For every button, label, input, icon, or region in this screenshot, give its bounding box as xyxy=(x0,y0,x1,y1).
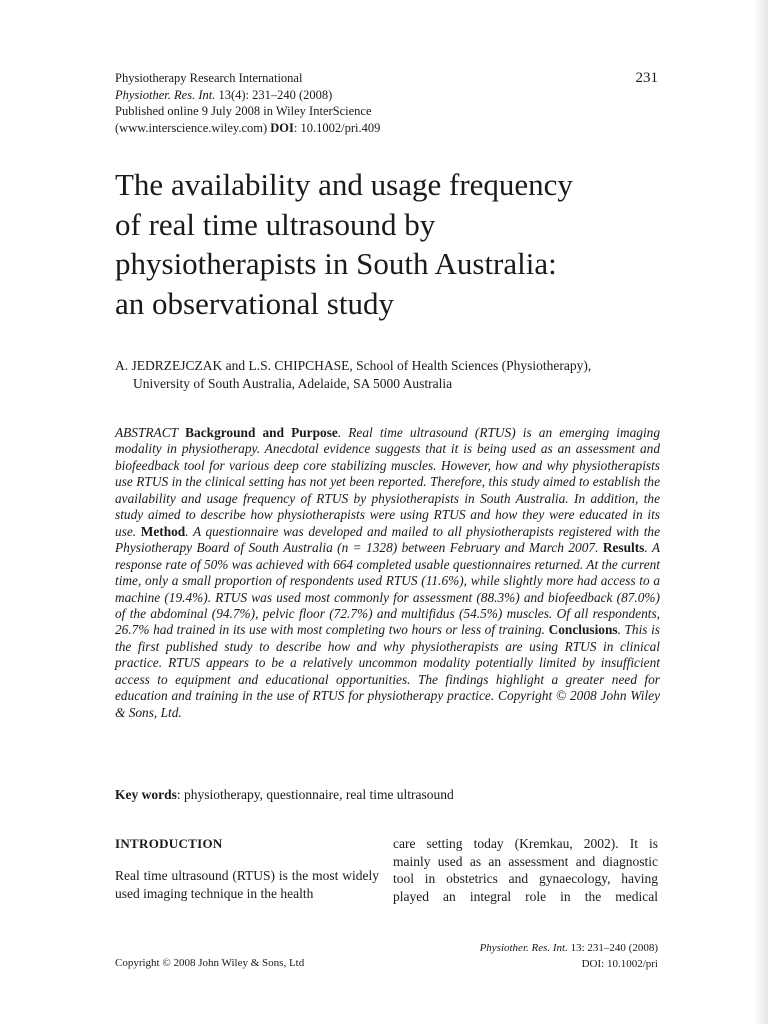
abstract xyxy=(115,425,660,721)
article-title xyxy=(115,165,675,323)
journal-citation xyxy=(115,87,380,104)
abstract-results-heading: Results xyxy=(602,540,645,556)
publication-date: Published online 9 July 2008 in Wiley InterScience xyxy=(115,104,372,118)
keywords-text: : physiotherapy, questionnaire, real time ultrasound xyxy=(176,787,454,802)
intro-line: tool in obstetrics and gynaecology, having xyxy=(393,871,658,886)
abstract-method-text: . A questionnaire was developed and mailed to all physiotherapists registered with the Physiotherapy Board of South Australia (n = 1328) between February and March 2007. xyxy=(115,523,661,556)
abstract-background-heading: Background and Purpose xyxy=(185,425,338,440)
authors-line: A. JEDRZEJCZAK and L.S. CHIPCHASE, School of Health Sciences (Physiotherapy), xyxy=(115,358,592,373)
intro-line: played an integral role in the medical xyxy=(393,888,658,904)
footer-doi: DOI: 10.1002/pri xyxy=(581,958,658,970)
footer-journal-line xyxy=(480,940,658,956)
abstract-conclusions-text: . This is the first published study to describe how and why physiotherapists are using RTUS in clinical practice. RTUS appears to be a relatively uncommon modality potentially limited by insufficient access to equipment and educational opportunities. The findings highlight a greater need for education and training in the use of RTUS for physiotherapy practice. Copyright © 2008 John Wiley & Sons, Ltd. xyxy=(115,622,660,720)
journal-name: Physiotherapy Research International xyxy=(115,71,303,85)
page-number: 231 xyxy=(635,70,658,86)
abstract-background-text: . Real time ultrasound (RTUS) is an emerging imaging modality in physiotherapy. Anecdotal evidence suggests that it is being used as an assessment and biofeedback tool for various deep core stabilizing muscles. However, how and why physiotherapists use RTUS in the clinical setting has not yet been reported. Therefore, this study aimed to establish the availability and usage frequency of RTUS by physiotherapists in South Australia. In addition, the study aimed to describe how physiotherapists were using RTUS and how they were educated in its use. xyxy=(115,425,660,539)
title-line: physiotherapists in South Australia: xyxy=(115,246,557,281)
journal-abbrev: Physiother. Res. Int. xyxy=(115,87,216,102)
intro-right-column xyxy=(393,835,658,905)
journal-volume: 13(4): 231–240 (2008) xyxy=(215,87,333,102)
footer-journal-abbrev: Physiother. Res. Int. xyxy=(479,942,568,954)
page-edge-shadow xyxy=(754,0,768,1024)
intro-line: care setting today (Kremkau, 2002). It is xyxy=(393,836,658,851)
section-heading: INTRODUCTION xyxy=(115,836,223,851)
doi-value: : 10.1002/pri.409 xyxy=(293,120,381,135)
journal-website: (www.interscience.wiley.com) xyxy=(115,120,268,135)
author-affiliation xyxy=(115,357,675,392)
abstract-conclusions-heading: Conclusions xyxy=(548,622,618,638)
intro-line: mainly used as an assessment and diagnostic xyxy=(393,853,658,869)
abstract-results-text: . A response rate of 50% was achieved with 664 completed usable questionnaires returned. At the current time, only a small proportion of respondents used RTUS (11.6%), while slightly more had access to a machine (19.4%). RTUS was used most commonly for assessment (88.3%) and biofeedback (87.0%) of the abdominal (94.7%), pelvic floor (72.7%) and multifidus (54.5%) muscles. Of all respondents, 26.7% had trained in its use with most completing two hours or less of training. xyxy=(115,540,660,638)
abstract-method-heading: Method xyxy=(140,523,186,539)
footer-volume: 13: 231–240 (2008) xyxy=(567,942,658,954)
doi-line xyxy=(115,120,380,137)
keywords-label: Key words xyxy=(115,787,177,802)
title-line: an observational study xyxy=(115,285,394,321)
title-line: The availability and usage frequency xyxy=(115,167,573,202)
keywords xyxy=(115,787,454,803)
intro-paragraph: Real time ultrasound (RTUS) is the most widely used imaging technique in the health xyxy=(115,868,379,901)
intro-left-column xyxy=(115,835,379,902)
footer-citation xyxy=(480,940,658,972)
title-line: of real time ultrasound by xyxy=(115,206,436,242)
affiliation-line: University of South Australia, Adelaide, SA 5000 Australia xyxy=(133,375,453,391)
doi-label: DOI xyxy=(270,120,294,135)
journal-header xyxy=(115,70,380,136)
footer-copyright: Copyright © 2008 John Wiley & Sons, Ltd xyxy=(115,957,305,969)
abstract-label: ABSTRACT xyxy=(115,425,179,440)
